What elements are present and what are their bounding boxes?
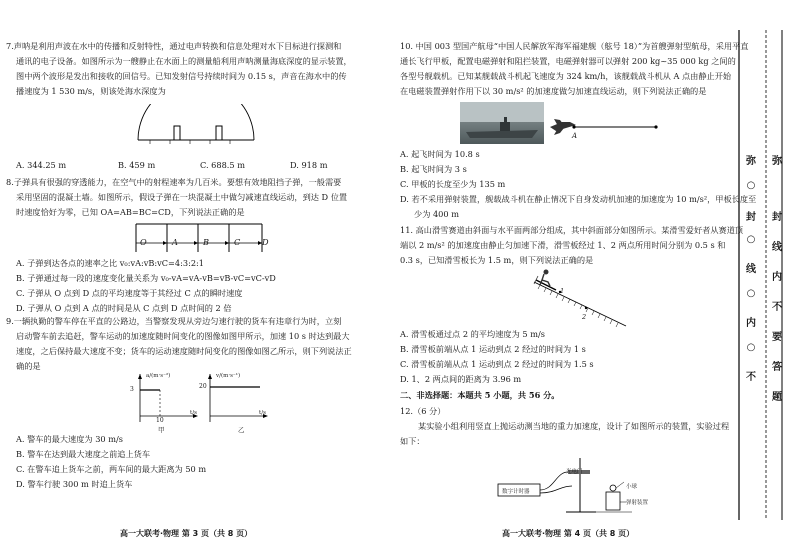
q12-line: 某实验小组利用竖直上抛运动测当地的重力加速度，设计了如图所示的装置，实验过程 xyxy=(418,421,730,431)
binding-ring: ○ xyxy=(746,288,756,299)
q7-line: 通讯的电子设备。如图所示为一艘静止在水面上的测量船利用声呐测量海底深度的显示装置， xyxy=(16,56,352,66)
binding-char: 内 xyxy=(772,272,782,283)
q12-line: 如下： xyxy=(400,436,425,446)
page-4 xyxy=(392,0,757,551)
q10-line: 通长飞行甲板，配置电磁弹射和阻拦装置，电磁弹射器可以弹射 200 kg~35 000 kg 之间的 xyxy=(400,56,736,66)
launcher-label: 弹射装置 xyxy=(626,500,649,506)
binding-char: 不 xyxy=(746,372,756,383)
q8-option-c[interactable]: C. 子弹从 O 点到 D 点的平均速度等于其经过 C 点的瞬时速度 xyxy=(16,288,243,298)
binding-char: 弥 xyxy=(746,156,756,167)
page-3 xyxy=(0,0,388,551)
binding-char: 答 xyxy=(772,362,782,373)
graph-b-caption: 乙 xyxy=(238,426,245,434)
binding-ring: ○ xyxy=(746,234,756,245)
binding-char: 不 xyxy=(772,302,782,313)
q11-option-c[interactable]: C. 滑雪板前端从点 1 运动到点 2 经过的时间为 1.5 s xyxy=(400,359,594,369)
binding-char: 线 xyxy=(772,242,782,253)
binding-char: 题 xyxy=(772,392,782,403)
q12-header: 12.（6 分） xyxy=(400,406,446,416)
q8-option-d[interactable]: D. 子弹从 O 点到 A 点的时间是从 C 点到 D 点时间的 2 倍 xyxy=(16,303,232,313)
binding-char: 弥 xyxy=(772,156,782,167)
point-1-label: 1 xyxy=(560,287,565,295)
q9-line: 确的是 xyxy=(16,361,41,371)
graph-a-yval: 3 xyxy=(130,386,134,393)
q7-option-d[interactable]: D. 918 m xyxy=(290,160,328,170)
q10-option-a[interactable]: A. 起飞时间为 10.8 s xyxy=(400,149,480,159)
q7-option-b[interactable]: B. 459 m xyxy=(118,160,156,170)
q9-option-c[interactable]: C. 在警车追上货车之前，两车间的最大距离为 50 m xyxy=(16,464,207,474)
q11-option-b[interactable]: B. 滑雪板前端从点 1 运动到点 2 经过的时间为 1 s xyxy=(400,344,586,354)
ball-label: 小球 xyxy=(626,484,638,490)
photogate-label: 光电门 xyxy=(566,469,583,475)
binding-char: 要 xyxy=(772,332,782,343)
graph-b-ylabel: v/(m·s⁻¹) xyxy=(216,373,241,379)
graph-b-yval: 20 xyxy=(199,383,207,390)
q8-option-a[interactable]: A. 子弹到达各点的速率之比 v₀:vA:vB:vC=4:3:2:1 xyxy=(16,258,205,268)
binding-char: 封 xyxy=(746,212,756,223)
q11-option-d[interactable]: D. 1、2 两点间的距离为 3.96 m xyxy=(400,374,522,384)
q7-line: 图中两个波形是发出和接收的回信号。已知发射信号持续时间为 0.15 s，声音在海水中的传 xyxy=(16,71,347,81)
q11-line: 端以 2 m/s² 的加速度由静止匀加速下滑，滑雪板经过 1、2 两点所用时间分别为 0.5 s 和 xyxy=(400,240,726,250)
section-2-title: 二、非选择题：本题共 5 小题，共 56 分。 xyxy=(400,390,560,400)
sonar-display-figure xyxy=(130,104,260,148)
point-d-label: D xyxy=(262,237,269,247)
point-a-label: A xyxy=(172,237,178,247)
q10-option-d[interactable]: D. 若不采用弹射装置，舰载战斗机在静止情况下自身发动机加速的加速度为 10 m/s²，甲板长度至 xyxy=(400,194,757,204)
q7-option-a[interactable]: A. 344.25 m xyxy=(16,160,67,170)
ski-slope-figure xyxy=(520,268,632,330)
page-footer-right: 高一大联考·物理 第 4 页（共 8 页） xyxy=(502,529,635,538)
q10-line: 各型号舰载机。已知某舰载战斗机起飞速度为 324 km/h，该舰载战斗机从 A 点由静止开始 xyxy=(400,71,732,81)
seal-binding-strip xyxy=(736,0,794,551)
graph-a-xval: 10 xyxy=(156,417,164,424)
q10-option-d-cont: 少为 400 m xyxy=(414,209,459,219)
binding-lines xyxy=(736,0,794,551)
q11-option-a[interactable]: A. 滑雪板通过点 2 的平均速度为 5 m/s xyxy=(400,329,545,339)
binding-char: 封 xyxy=(772,212,782,223)
q8-line: 采用坚固的混凝土墙。如图所示，假设子弹在一块混凝土中做匀减速直线运动，到达 D 位置 xyxy=(16,192,348,202)
digital-timer-label: 数字计时器 xyxy=(502,489,530,495)
aircraft-carrier-photo xyxy=(460,102,544,144)
q9-option-d[interactable]: D. 警车行驶 300 m 时追上货车 xyxy=(16,479,133,489)
q8-line: 时速度恰好为零，已知 OA=AB=BC=CD，下列说法正确的是 xyxy=(16,207,245,217)
q9-line: 9.一辆执勤的警车停在平直的公路边，当警察发现从旁边匀速行驶的货车有违章行为时，立刻 xyxy=(6,316,342,326)
point-o-label: O xyxy=(140,237,147,247)
q9-line: 启动警车前去追赶，警车运动的加速度随时间变化的图像如图甲所示，加速 10 s 时达到最大 xyxy=(16,331,350,341)
graph-a-ylabel: a/(m·s⁻²) xyxy=(146,373,171,379)
q10-line: 10. 中国 003 型国产航母“中国人民解放军海军福建舰（舷号 18）”为首艘弹射型航母，采用平直 xyxy=(400,41,749,51)
q9-option-a[interactable]: A. 警车的最大速度为 30 m/s xyxy=(16,434,123,444)
binding-ring: ○ xyxy=(746,342,756,353)
page-footer-left: 高一大联考·物理 第 3 页（共 8 页） xyxy=(120,529,253,538)
binding-char: 线 xyxy=(746,264,756,275)
point-2-label: 2 xyxy=(582,313,587,321)
point-c-label: C xyxy=(234,237,241,247)
point-b-label: B xyxy=(203,237,210,247)
q7-option-c[interactable]: C. 688.5 m xyxy=(200,160,245,170)
catapult-launch-figure xyxy=(544,116,664,138)
q9-line: 速度，之后保持最大速度不变；货车的运动速度随时间变化的图像如图乙所示，则下列说法正 xyxy=(16,346,352,356)
q8-option-b[interactable]: B. 子弹通过每一段的速度变化量关系为 v₀-vA=vA-vB=vB-vC=vC-vD xyxy=(16,273,276,283)
q10-option-b[interactable]: B. 起飞时间为 3 s xyxy=(400,164,467,174)
graph-a-xlabel: t/s xyxy=(190,410,197,416)
point-a-label: A xyxy=(572,132,578,140)
q11-line: 11. 高山滑雪赛道由斜面与水平面两部分组成，其中斜面部分如图所示。某滑雪爱好者从赛道顶 xyxy=(400,225,744,235)
binding-char: 内 xyxy=(746,318,756,329)
q9-option-b[interactable]: B. 警车在达到最大速度之前追上货车 xyxy=(16,449,151,459)
q7-line: 7.声呐是利用声波在水中的传播和反射特性，通过电声转换和信息处理对水下目标进行探测和 xyxy=(6,41,342,51)
q8-line: 8.子弹具有很强的穿透能力，在空气中的射程速率为几百米。要想有效地阻挡子弹，一般需要 xyxy=(6,177,342,187)
binding-ring: ○ xyxy=(746,180,756,191)
graph-b-xlabel: t/s xyxy=(259,410,266,416)
q10-option-c[interactable]: C. 甲板的长度至少为 135 m xyxy=(400,179,506,189)
q11-line: 0.3 s，已知滑雪板长为 1.5 m，则下列说法正确的是 xyxy=(400,255,594,265)
q7-line: 播速度为 1 530 m/s，则该处海水深度为 xyxy=(16,86,166,96)
graph-a-caption: 甲 xyxy=(158,426,165,434)
bullet-wall-figure xyxy=(126,221,276,255)
q10-line: 在电磁装置弹射作用下以 30 m/s² 的加速度做匀加速直线运动，则下列说法正确的是 xyxy=(400,86,707,96)
